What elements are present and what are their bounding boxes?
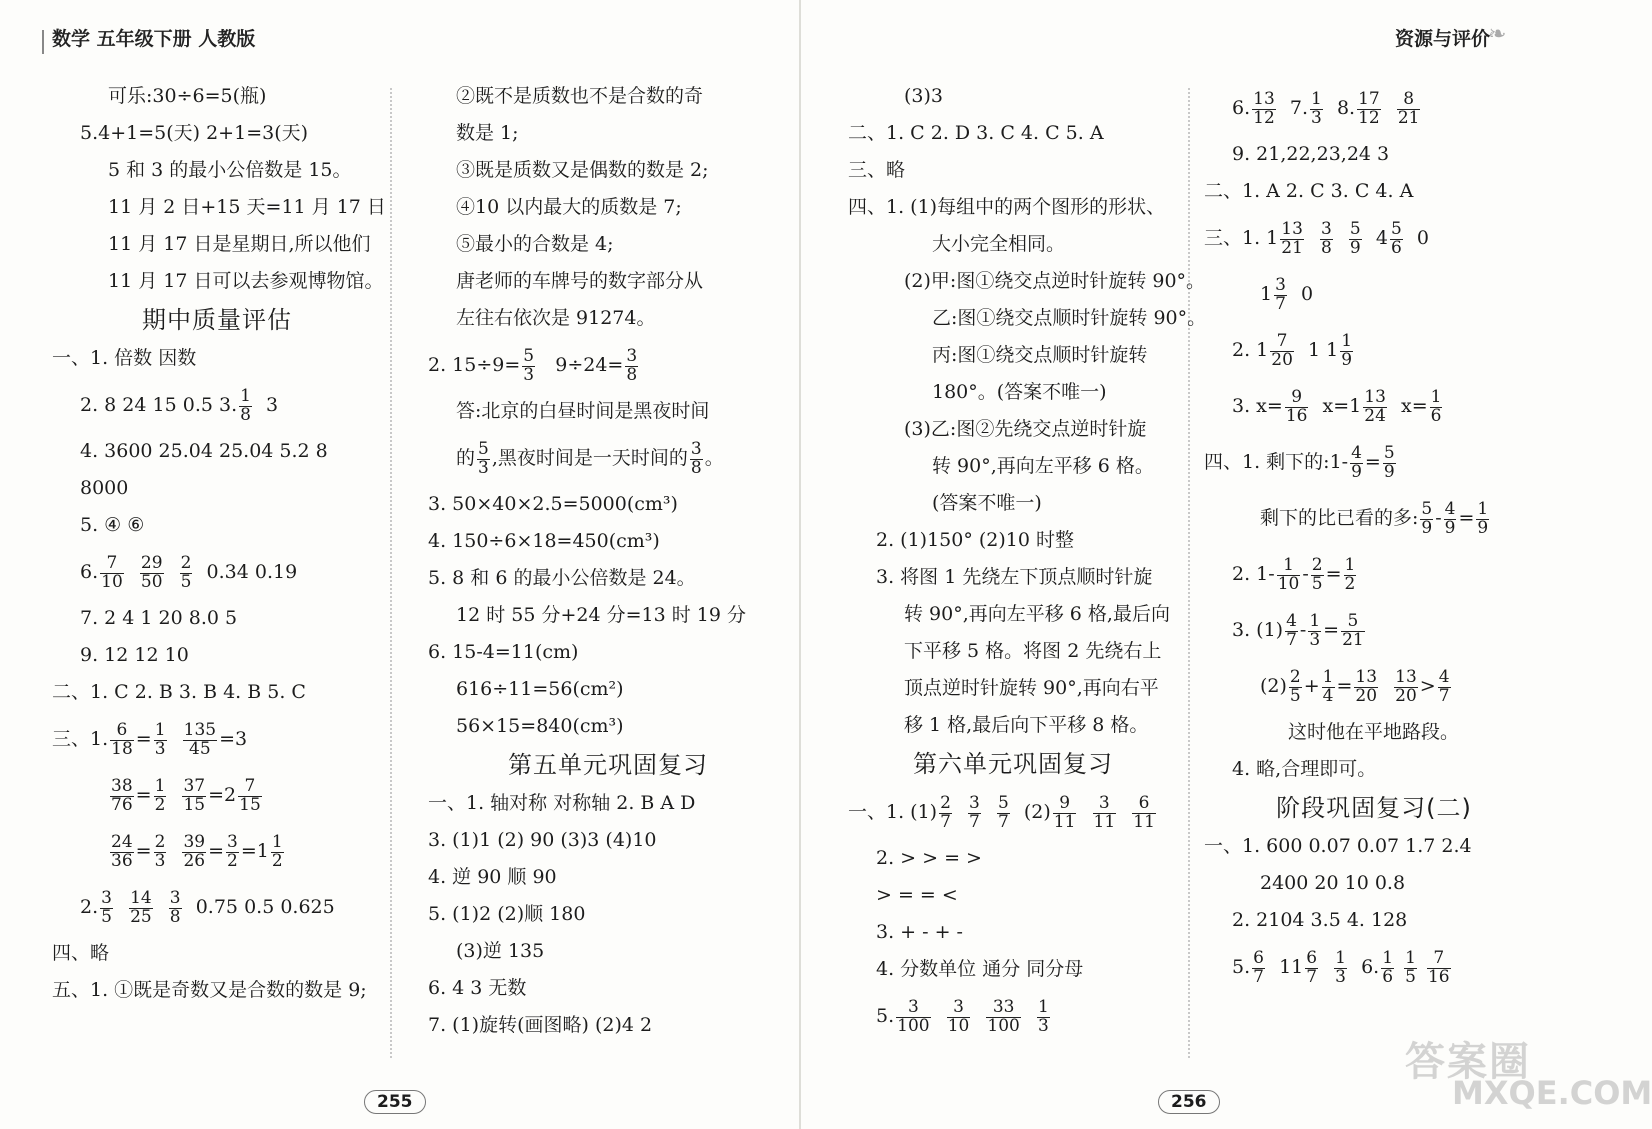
fraction: $\frac{13}{24}$ (1364, 386, 1386, 426)
fraction: $\frac{29}{50}$ (140, 552, 163, 592)
column-4 (1204, 80, 1544, 995)
fraction: $\frac{33}{100}$ (987, 996, 1020, 1036)
fraction: $\frac{5}{9}$ (1421, 498, 1433, 538)
text-line: 616÷11=56(cm²) (456, 678, 624, 700)
fraction: $\frac{3}{8}$ (169, 887, 181, 927)
text-line: 3. (1)1 (2) 90 (3)3 (4)10 (428, 829, 657, 851)
text-line: (2) $\frac{2}{5}$ + $\frac{1}{4}$ = $\frac{13}{20}$ $\frac{13}{20}$ > $\frac{4}{7}$ (1260, 666, 1450, 706)
text-line: 6. $\frac{7}{10}$ $\frac{29}{50}$ $\frac{2}{5}$ 0.34 0.19 (80, 552, 298, 592)
fraction: $\frac{5}{7}$ (997, 792, 1009, 832)
page-number-right: 256 (1158, 1090, 1220, 1114)
fraction: $\frac{1}{3}$ (1037, 996, 1049, 1036)
fraction: $\frac{1}{10}$ (1277, 554, 1300, 594)
fraction: $\frac{1}{4}$ (1322, 666, 1334, 706)
text-line: (2)甲:图①绕交点逆时针旋转 90°。 (904, 270, 1206, 292)
text-line: 4. 3600 25.04 25.04 5.2 8 (80, 440, 328, 462)
fraction: $\frac{1}{3}$ (1335, 947, 1346, 987)
text-line: 2. 1- $\frac{1}{10}$ - $\frac{2}{5}$ = $\frac{1}{2}$ (1232, 554, 1356, 594)
text-line: 乙:图①绕交点顺时针旋转 90°。 (932, 307, 1207, 329)
text-line: 9. 12 12 10 (80, 644, 189, 666)
text-line: 3. (1) $\frac{4}{7}$ - $\frac{1}{3}$ = $\frac{5}{21}$ (1232, 610, 1364, 650)
text-line: 3. 将图 1 先绕左下顶点顺时针旋 (876, 566, 1153, 588)
text-line: 3. 50×40×2.5=5000(cm³) (428, 493, 678, 515)
fraction: $\frac{1}{3}$ (1309, 610, 1321, 650)
text-line: 3. x= $\frac{9}{16}$ x=1 $\frac{13}{24}$ x= $\frac{1}{6}$ (1232, 386, 1442, 426)
text-line: $\frac{24}{36}$ = $\frac{2}{3}$ $\frac{39}{26}$ = $\frac{3}{2}$ =1 $\frac{1}{2}$ (111, 831, 283, 871)
text-line: 3. + - + - (876, 921, 963, 943)
fraction: $\frac{3}{11}$ (1093, 792, 1116, 832)
text-line: ⑤最小的合数是 4; (456, 233, 614, 255)
text-line: 2. 15÷9= $\frac{5}{3}$ 9÷24= $\frac{3}{8}$ (428, 345, 638, 385)
text-line: 的 $\frac{5}{3}$ ,黑夜时间是一天时间的 $\frac{3}{8}$ 。 (456, 438, 724, 478)
text-line: 5.4+1=5(天) 2+1=3(天) (80, 122, 309, 144)
text-line: 大小完全相同。 (932, 233, 1066, 255)
watermark-url: MXQE.COM (1452, 1074, 1652, 1112)
text-line: 4. 分数单位 通分 同分母 (876, 958, 1084, 980)
fraction: $\frac{3}{7}$ (1275, 274, 1286, 314)
text-line: 6. 15-4=11(cm) (428, 641, 579, 663)
fraction: $\frac{5}{6}$ (1390, 218, 1402, 258)
text-line: (答案不唯一) (932, 492, 1042, 514)
text-line: 剩下的比已看的多: $\frac{5}{9}$ - $\frac{4}{9}$ = $\frac{1}{9}$ (1260, 498, 1489, 538)
text-line: 答:北京的白昼时间是黑夜时间 (456, 400, 710, 422)
fraction: $\frac{4}{7}$ (1438, 666, 1450, 706)
fraction: $\frac{13}{12}$ (1253, 88, 1275, 128)
text-line: 5. (1)2 (2)顺 180 (428, 903, 586, 925)
text-line: 顶点逆时针旋转 90°,再向右平 (904, 677, 1159, 699)
text-line: 移 1 格,最后向下平移 8 格。 (904, 714, 1149, 736)
fraction: $\frac{1}{5}$ (1405, 947, 1416, 987)
text-line: 4. 逆 90 顺 90 (428, 866, 557, 888)
text-line: ③既是质数又是偶数的数是 2; (456, 159, 709, 181)
fraction: $\frac{6}{18}$ (111, 719, 133, 759)
fraction: $\frac{2}{7}$ (940, 792, 951, 832)
fraction: $\frac{7}{16}$ (1427, 947, 1450, 987)
fraction: $\frac{3}{7}$ (969, 792, 980, 832)
fraction: $\frac{14}{25}$ (130, 887, 152, 927)
fraction: $\frac{2}{5}$ (1289, 666, 1301, 706)
text-line: 二、1. C 2. D 3. C 4. C 5. A (848, 122, 1104, 144)
fraction: $\frac{13}{21}$ (1281, 218, 1303, 258)
fraction: $\frac{6}{7}$ (1253, 947, 1264, 987)
fraction: $\frac{4}{9}$ (1351, 442, 1362, 482)
fraction: $\frac{3}{100}$ (897, 996, 930, 1036)
fraction: $\frac{37}{15}$ (183, 775, 206, 815)
text-line: $\frac{38}{76}$ = $\frac{1}{2}$ $\frac{37}{15}$ =2 $\frac{7}{15}$ (111, 775, 261, 815)
text-line: 五、1. ①既是奇数又是合数的数是 9; (52, 979, 367, 1001)
fraction: $\frac{13}{20}$ (1395, 666, 1417, 706)
fraction: $\frac{2}{3}$ (154, 831, 166, 871)
fraction: $\frac{2}{5}$ (1311, 554, 1323, 594)
fraction: $\frac{1}{9}$ (1477, 498, 1489, 538)
text-line: 8000 (80, 477, 129, 499)
text-line: 四、略 (52, 942, 110, 964)
section-heading: 第五单元巩固复习 (508, 751, 708, 779)
fraction: $\frac{5}{3}$ (478, 438, 489, 478)
text-line: 2. > > = > (876, 847, 982, 869)
fraction: $\frac{5}{3}$ (523, 345, 535, 385)
text-line: 数是 1; (456, 122, 519, 144)
fraction: $\frac{6}{11}$ (1133, 792, 1155, 832)
column-2 (428, 78, 788, 1044)
fraction: $\frac{7}{15}$ (239, 775, 261, 815)
section-heading: 阶段巩固复习(二) (1276, 794, 1472, 822)
fraction: $\frac{1}{3}$ (154, 719, 166, 759)
text-line: > = = < (876, 884, 958, 906)
text-line: 左往右依次是 91274。 (456, 307, 656, 329)
text-line: 7. 2 4 1 20 8.0 5 (80, 607, 238, 629)
fraction: $\frac{4}{7}$ (1286, 610, 1297, 650)
text-line: 下平移 5 格。将图 2 先绕右上 (904, 640, 1162, 662)
text-line: 一、1. 600 0.07 0.07 1.7 2.4 (1204, 835, 1472, 857)
fraction: $\frac{5}{21}$ (1342, 610, 1364, 650)
fraction: $\frac{7}{20}$ (1271, 330, 1293, 370)
fraction: $\frac{3}{8}$ (626, 345, 638, 385)
text-line: 一、1. (1) $\frac{2}{7}$ $\frac{3}{7}$ $\frac{5}{7}$ (2) $\frac{9}{11}$ $\frac{3}{11}$ $\frac{6}{11}$ (848, 792, 1155, 832)
text-line: 56×15=840(cm³) (456, 715, 624, 737)
column-3 (848, 78, 1207, 1044)
fraction: $\frac{3}{10}$ (947, 996, 970, 1036)
fraction: $\frac{38}{76}$ (111, 775, 133, 815)
text-line: 6. 4 3 无数 (428, 977, 527, 999)
text-line: 二、1. A 2. C 3. C 4. A (1204, 180, 1414, 202)
text-line: 11 月 17 日可以去参观博物馆。 (108, 270, 384, 292)
page-number-left: 255 (364, 1090, 426, 1114)
text-line: 5. ④ ⑥ (80, 514, 145, 536)
text-line: 转 90°,再向左平移 6 格,最后向 (904, 603, 1170, 625)
text-line: 三、略 (848, 159, 906, 181)
fraction: $\frac{1}{9}$ (1341, 330, 1353, 370)
fraction: $\frac{13}{20}$ (1355, 666, 1378, 706)
fraction: $\frac{3}{8}$ (1321, 218, 1332, 258)
text-line: 4. 略,合理即可。 (1232, 758, 1377, 780)
fraction: $\frac{1}{6}$ (1382, 947, 1394, 987)
fraction: $\frac{1}{2}$ (1344, 554, 1356, 594)
column-1 (52, 78, 386, 1009)
fraction: $\frac{1}{3}$ (1311, 88, 1322, 128)
header-left-title: 数学 五年级下册 人教版 (52, 28, 256, 50)
page-gutter (799, 0, 801, 1129)
header-bar (42, 30, 44, 54)
text-line: 12 时 55 分+24 分=13 时 19 分 (456, 604, 747, 626)
text-line: 三、1. $\frac{6}{18}$ = $\frac{1}{3}$ $\frac{135}{45}$ =3 (52, 719, 248, 759)
text-line: 5. 8 和 6 的最小公倍数是 24。 (428, 567, 696, 589)
section-heading: 第六单元巩固复习 (913, 750, 1113, 778)
text-line: (3)逆 135 (456, 940, 545, 962)
text-line: 一、1. 倍数 因数 (52, 347, 197, 369)
fraction: $\frac{5}{9}$ (1383, 442, 1395, 482)
fraction: $\frac{3}{5}$ (101, 887, 112, 927)
text-line: 5. $\frac{6}{7}$ 11 $\frac{6}{7}$ $\frac{1}{3}$ 6. $\frac{1}{6}$ $\frac{1}{5}$ $\frac{7}{16}$ (1232, 947, 1450, 987)
text-line: 9. 21,22,23,24 3 (1232, 143, 1390, 165)
text-line: (3)乙:图②先绕交点逆时针旋 (904, 418, 1147, 440)
fraction: $\frac{39}{26}$ (183, 831, 206, 871)
fraction: $\frac{17}{12}$ (1358, 88, 1380, 128)
text-line: ②既不是质数也不是合数的奇 (456, 85, 704, 107)
fraction: $\frac{1}{2}$ (154, 775, 166, 815)
text-line: 可乐:30÷6=5(瓶) (108, 85, 267, 107)
text-line: (3)3 (904, 85, 944, 107)
fraction: $\frac{8}{21}$ (1397, 88, 1420, 128)
text-line: 2. $\frac{3}{5}$ $\frac{14}{25}$ $\frac{3}{8}$ 0.75 0.5 0.625 (80, 887, 335, 927)
section-heading: 期中质量评估 (142, 306, 292, 334)
text-line: 7. (1)旋转(画图略) (2)4 2 (428, 1014, 653, 1036)
text-line: 2400 20 10 0.8 (1260, 872, 1406, 894)
fraction: $\frac{1}{2}$ (271, 831, 283, 871)
fraction: $\frac{3}{2}$ (227, 831, 238, 871)
watermark-logo: 答案圈 (1405, 1039, 1531, 1085)
fraction: $\frac{9}{11}$ (1053, 792, 1076, 832)
fraction: $\frac{5}{9}$ (1349, 218, 1361, 258)
text-line: 二、1. C 2. B 3. B 4. B 5. C (52, 681, 306, 703)
fraction: $\frac{1}{6}$ (1430, 386, 1442, 426)
text-line: 11 月 2 日+15 天=11 月 17 日 (108, 196, 386, 218)
fraction: $\frac{135}{45}$ (183, 719, 217, 759)
fraction: $\frac{6}{7}$ (1306, 947, 1318, 987)
column-divider-left (390, 88, 392, 1058)
fraction: $\frac{24}{36}$ (111, 831, 133, 871)
text-line: 2. (1)150° (2)10 时整 (876, 529, 1075, 551)
text-line: 四、1. 剩下的:1- $\frac{4}{9}$ = $\frac{5}{9}$ (1204, 442, 1395, 482)
text-line: 2. 1 $\frac{7}{20}$ 1 1 $\frac{1}{9}$ (1232, 330, 1353, 370)
text-line: 5. $\frac{3}{100}$ $\frac{3}{10}$ $\frac{33}{100}$ $\frac{1}{3}$ (876, 996, 1049, 1036)
text-line: 四、1. (1)每组中的两个图形的形状、 (848, 196, 1166, 218)
decorative-leaf-icon: ❧ (1488, 22, 1507, 47)
column-divider-right (1188, 88, 1190, 1058)
text-line: 5 和 3 的最小公倍数是 15。 (108, 159, 352, 181)
text-line: 2. 2104 3.5 4. 128 (1232, 909, 1408, 931)
text-line: 转 90°,再向左平移 6 格。 (932, 455, 1154, 477)
text-line: 丙:图①绕交点顺时针旋转 (932, 344, 1148, 366)
text-line: 这时他在平地路段。 (1288, 721, 1460, 743)
text-line: 4. 150÷6×18=450(cm³) (428, 530, 660, 552)
text-line: 11 月 17 日是星期日,所以他们 (108, 233, 371, 255)
text-line: 180°。(答案不唯一) (932, 381, 1107, 403)
fraction: $\frac{4}{9}$ (1444, 498, 1456, 538)
text-line: ④10 以内最大的质数是 7; (456, 196, 682, 218)
text-line: 1 $\frac{3}{7}$ 0 (1260, 274, 1314, 314)
fraction: $\frac{9}{16}$ (1285, 386, 1308, 426)
text-line: 一、1. 轴对称 对称轴 2. B A D (428, 792, 696, 814)
text-line: 三、1. 1 $\frac{13}{21}$ $\frac{3}{8}$ $\frac{5}{9}$ 4 $\frac{5}{6}$ 0 (1204, 218, 1429, 258)
fraction: $\frac{3}{8}$ (690, 438, 702, 478)
fraction: $\frac{7}{10}$ (101, 552, 123, 592)
fraction: $\frac{2}{5}$ (180, 552, 192, 592)
text-line: 2. 8 24 15 0.5 3. $\frac{1}{8}$ 3 (80, 385, 279, 425)
text-line: 6. $\frac{13}{12}$ 7. $\frac{1}{3}$ 8. $\frac{17}{12}$ $\frac{8}{21}$ (1232, 88, 1420, 128)
header-right-title: 资源与评价 (1395, 28, 1491, 50)
fraction: $\frac{1}{8}$ (240, 385, 251, 425)
text-line: 唐老师的车牌号的数字部分从 (456, 270, 704, 292)
